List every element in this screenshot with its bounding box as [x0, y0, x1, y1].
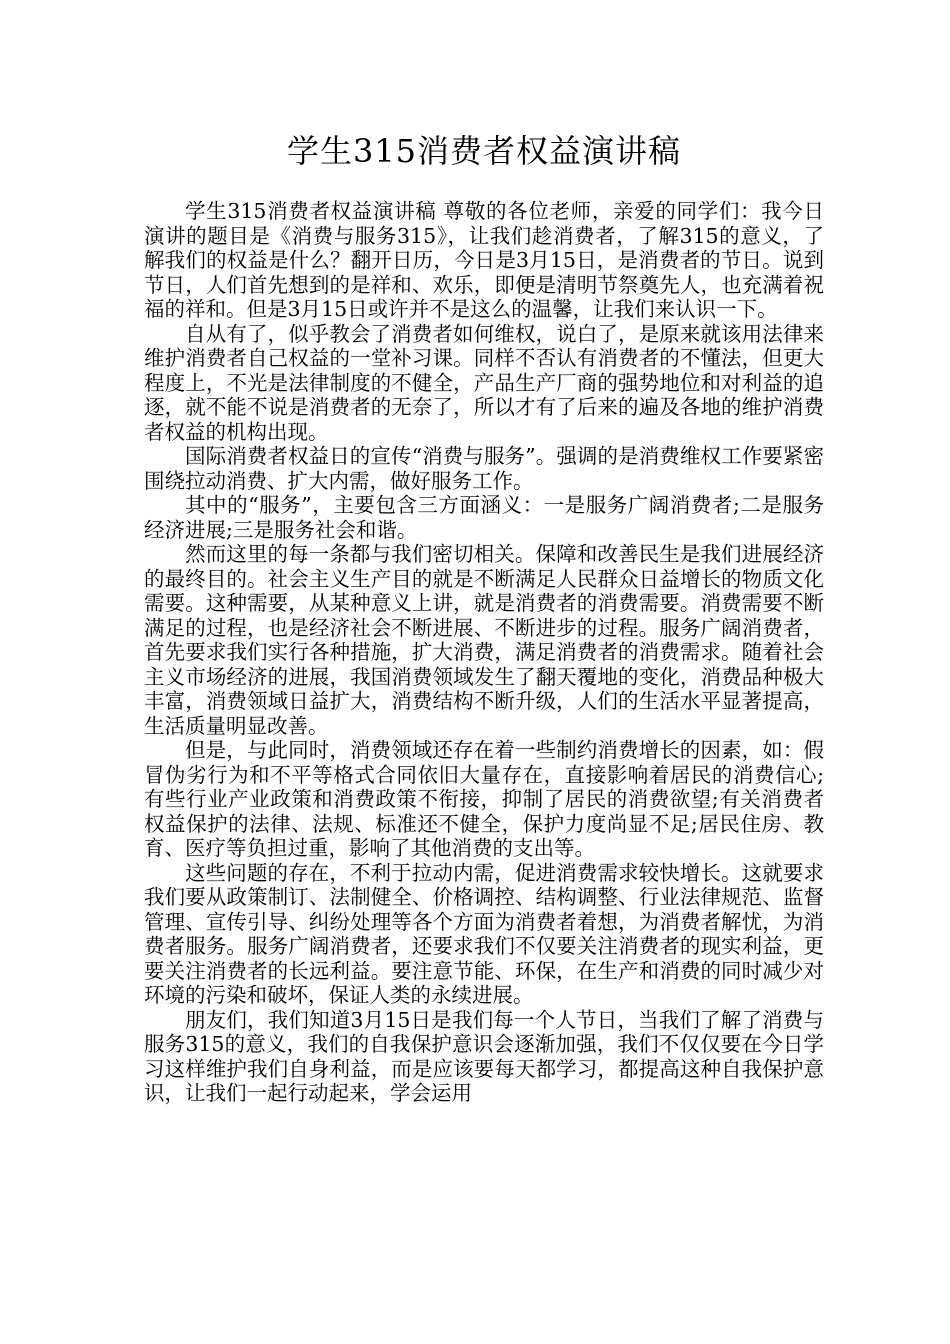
- paragraph-7: 这些问题的存在，不利于拉动内需，促进消费需求较快增长。这就要求我们要从政策制订、法制健全、价格调控、结构调整、行业法律规范、监督管理、宣传引导、纠纷处理等各个方面为消费者着想，为消费者解忧，为消费者服务。服务广阔消费者，还要求我们不仅要关注消费者的现实利益，更要关注消费者的长远利益。要注意节能、环保，在生产和消费的同时减少对环境的污染和破坏，保证人类的永续进展。: [144, 860, 824, 1007]
- paragraph-4: 其中的“服务”，主要包含三方面涵义：一是服务广阔消费者;二是服务经济进展;三是服务社会和谐。: [144, 493, 824, 542]
- paragraph-1: 学生315消费者权益演讲稿 尊敬的各位老师，亲爱的同学们：我今日演讲的题目是《消费与服务315》，让我们趁消费者，了解315的意义，了解我们的权益是什么？翻开日历，今日是3月15日，是消费者的节日。说到节日，人们首先想到的是祥和、欢乐，即便是清明节祭奠先人，也充满着祝福的祥和。但是3月15日或许并不是这么的温馨，让我们来认识一下。: [144, 199, 824, 321]
- paragraph-2: 自从有了，似乎教会了消费者如何维权，说白了，是原来就该用法律来维护消费者自己权益的一堂补习课。同样不否认有消费者的不懂法，但更大程度上，不光是法律制度的不健全，产品生产厂商的强势地位和对利益的追逐，就不能不说是消费者的无奈了，所以才有了后来的遍及各地的维护消费者权益的机构出现。: [144, 321, 824, 444]
- document-body: [144, 199, 824, 1106]
- paragraph-5: 然而这里的每一条都与我们密切相关。保障和改善民生是我们进展经济的最终目的。社会主义生产目的就是不断满足人民群众日益增长的物质文化需要。这种需要，从某种意义上讲，就是消费者的消费需要。消费需要不断满足的过程，也是经济社会不断进展、不断进步的过程。服务广阔消费者，首先要求我们实行各种措施，扩大消费，满足消费者的消费需求。随着社会主义市场经济的进展，我国消费领域发生了翻天覆地的变化，消费品种极大丰富，消费领域日益扩大，消费结构不断升级，人们的生活水平显著提高，生活质量明显改善。: [144, 542, 824, 738]
- document-title: 学生315消费者权益演讲稿: [286, 132, 682, 170]
- document-page: [144, 126, 824, 1106]
- paragraph-6: 但是，与此同时，消费领域还存在着一些制约消费增长的因素，如：假冒伪劣行为和不平等格式合同依旧大量存在，直接影响着居民的消费信心;有些行业产业政策和消费政策不衔接，抑制了居民的消费欲望;有关消费者权益保护的法律、法规、标准还不健全，保护力度尚显不足;居民住房、教育、医疗等负担过重，影响了其他消费的支出等。: [144, 738, 824, 860]
- paragraph-3: 国际消费者权益日的宣传“消费与服务”。强调的是消费维权工作要紧密围绕拉动消费、扩大内需，做好服务工作。: [144, 444, 824, 493]
- paragraph-8: 朋友们，我们知道3月15日是我们每一个人节日，当我们了解了消费与服务315的意义，我们的自我保护意识会逐渐加强，我们不仅仅要在今日学习这样维护我们自身利益，而是应该要每天都学习，都提高这种自我保护意识，让我们一起行动起来，学会运用: [144, 1007, 824, 1105]
